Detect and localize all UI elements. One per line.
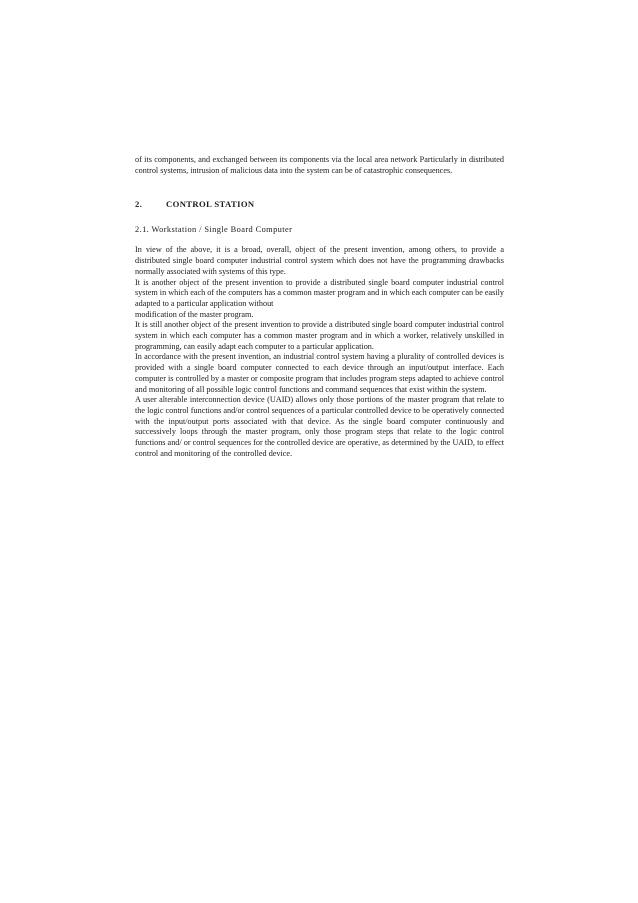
- body-paragraph: It is still another object of the present invention to provide a distributed single board computer industrial control system in which each computer has a common master program and in which a worker, relatively unskilled in programming, can easily adapt each computer to a particular application.: [135, 320, 504, 351]
- section-title: CONTROL STATION: [166, 199, 255, 210]
- body-paragraph: In accordance with the present invention, an industrial control system having a plurality of controlled devices is provided with a single board computer connected to each device through an input/output interface. Each computer is controlled by a master or composite program that includes program steps adapted to achieve control and monitoring of all possible logic control functions and command sequences that exist within the system.: [135, 352, 504, 394]
- body-paragraph: In view of the above, it is a broad, overall, object of the present invention, among others, to provide a distributed single board computer industrial control system which does not have the programming drawbacks normally associated with systems of this type.: [135, 245, 504, 276]
- intro-paragraph: of its components, and exchanged between its components via the local area network Particularly in distributed control systems, intrusion of malicious data into the system can be of catastrophic consequences.: [135, 155, 504, 175]
- body-paragraph: A user alterable interconnection device (UAID) allows only those portions of the master program that relate to the logic control functions and/or control sequences of a particular controlled device to be operatively connected with the input/output ports associated with that device. As the single board computer continuously and successively loops through the master program, only those program steps that relate to the logic control functions and/ or control sequences for the controlled device are operative, as determined by the UAID, to effect control and monitoring of the controlled device.: [135, 395, 504, 458]
- body-paragraph: modification of the master program.: [135, 309, 254, 319]
- page-content: [135, 155, 504, 459]
- section-heading: [135, 199, 504, 210]
- section-number: 2.: [135, 199, 143, 210]
- body-paragraph: It is another object of the present invention to provide a distributed single board computer industrial control system in which each of the computers has a common master program and in which each computer can be easily adapted to a particular application without: [135, 277, 504, 308]
- subsection-heading: 2.1. Workstation / Single Board Computer: [135, 225, 293, 235]
